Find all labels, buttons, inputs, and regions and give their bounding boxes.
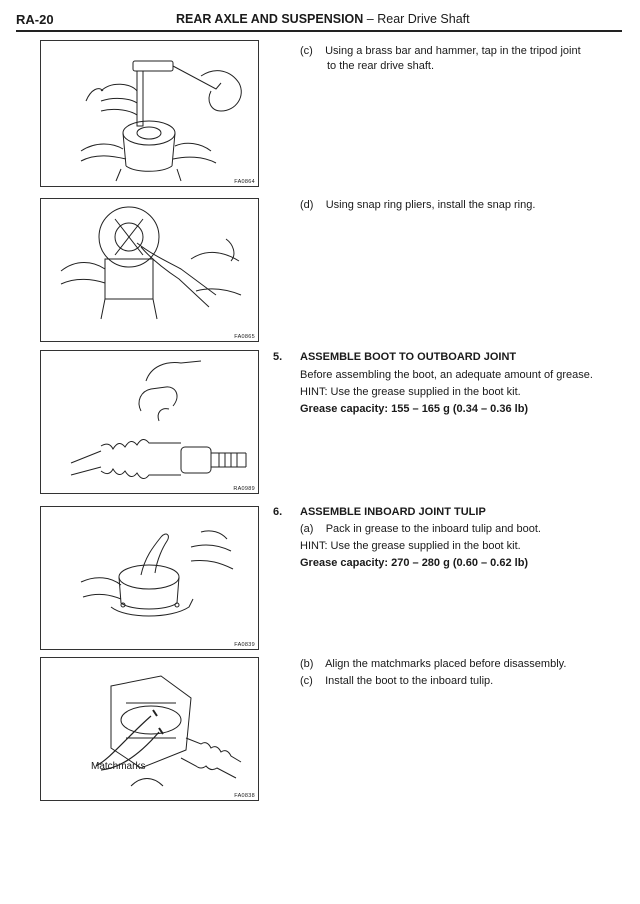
sub-c2-marker: (c) (300, 675, 313, 687)
step-6-sub-c (300, 674, 493, 689)
step-5-capacity: Grease capacity: 155 – 165 g (0.34 – 0.36 lb) (300, 403, 529, 415)
snap-ring-illustration (41, 199, 258, 341)
step-6-number: 6. (273, 506, 283, 518)
matchmarks-illustration (41, 658, 258, 800)
matchmarks-label: Matchmarks (91, 761, 146, 772)
title-separator: – (366, 12, 374, 26)
figure-code: FA0865 (234, 334, 255, 340)
header-rule (16, 30, 622, 32)
step-5-number: 5. (273, 351, 283, 363)
sub-d (300, 198, 535, 213)
step-5-title: ASSEMBLE BOOT TO OUTBOARD JOINT (300, 351, 517, 363)
hammer-illustration (41, 41, 258, 186)
figure-code: FA0838 (234, 793, 255, 799)
page-number: RA-20 (16, 12, 54, 27)
sub-b-marker: (b) (300, 658, 314, 670)
step-6-capacity: Grease capacity: 270 – 280 g (0.60 – 0.62 lb) (300, 557, 529, 569)
page-header (16, 10, 622, 32)
step-6-hint: HINT: Use the grease supplied in the boot kit. (300, 540, 521, 552)
sub-c2-text: Install the boot to the inboard tulip. (325, 675, 494, 687)
sub-b-text: Align the matchmarks placed before disassembly. (325, 658, 567, 670)
figure-code: RA0989 (233, 486, 255, 492)
step-6-sub-a (300, 522, 541, 537)
inboard-tulip-illustration (41, 507, 258, 649)
figure-snap-ring (40, 198, 259, 342)
figure-outboard-boot (40, 350, 259, 494)
figure-code: FA0864 (234, 179, 255, 185)
section-title: REAR AXLE AND SUSPENSION (176, 12, 364, 26)
sub-c-line2: to the rear drive shaft. (327, 60, 434, 72)
figure-code: FA0839 (234, 642, 255, 648)
sub-d-text: Using snap ring pliers, install the snap ring. (325, 199, 536, 211)
header-title (176, 12, 470, 26)
figure-hammer-tripod (40, 40, 259, 187)
sub-c-line1 (300, 44, 581, 59)
sub-c-marker: (c) (300, 45, 313, 57)
step-5-body: Before assembling the boot, an adequate amount of grease. (300, 369, 593, 381)
sub-a-marker: (a) (300, 523, 314, 535)
step-6-title: ASSEMBLE INBOARD JOINT TULIP (300, 506, 486, 518)
sub-a-text: Pack in grease to the inboard tulip and boot. (325, 523, 541, 535)
figure-inboard-tulip (40, 506, 259, 650)
sub-c-text: Using a brass bar and hammer, tap in the tripod joint (325, 45, 581, 57)
step-6-sub-b (300, 657, 566, 672)
subsection-title: Rear Drive Shaft (377, 12, 470, 26)
outboard-boot-illustration (41, 351, 258, 493)
figure-matchmarks (40, 657, 259, 801)
step-5-hint: HINT: Use the grease supplied in the boot kit. (300, 386, 521, 398)
sub-d-marker: (d) (300, 199, 314, 211)
